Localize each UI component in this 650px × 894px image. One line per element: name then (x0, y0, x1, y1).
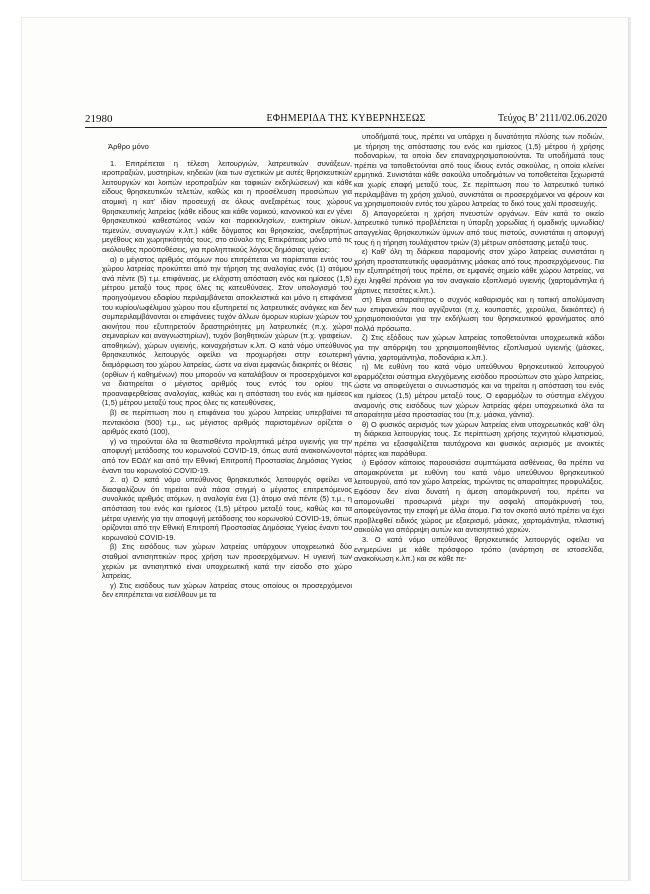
paragraph: υποδήματά τους, πρέπει να υπάρχει η δυνατότητα πλύσης των ποδιών, με τήρηση της απόστασης του ενός και ημίσεος (1,5) μέτρου ή χρήσης ποδοναρίων, τα οποία δεν επαναχρησιμοποιούνται. Τα υποδήματά τους πρέπει να τοποθετούνται από τους ίδιους εντός σακούλας, η οποία κλείνει ερμητικά. Συνιστάται κάθε σακούλα υποδημάτων να τοποθετείται ξεχωριστά και χωρίς επαφή μεταξύ τους. Σε περίπτωση που το λατρευτικό τυπικό περιλαμβάνει τη χρήση χαλιού, συνιστάται οι προσερχόμενοι να φέρουν και να χρησιμοποιούν εντός του χώρου λατρείας το δικό τους χαλί προσευχής. (354, 132, 604, 209)
paragraph: στ) Είναι απαραίτητος ο συχνός καθαρισμός και η τοπική απολύμανση των επιφανειών που αγγίζονται (π.χ. κουπαστές, χερούλια, διακόπτες) ή χρησιμοποιούνται για την εκδήλωση του θρησκευτικού φρονήματος από πολλά πρόσωπα. (354, 295, 604, 333)
paragraph: β) Στις εισόδους των χώρων λατρείας υπάρχουν υποχρεωτικά δύο σταθμοί αντισηπτικών προς χρήση των προσερχόμενων. Η υγιεινή των χεριών με αντισηπτικό είναι υποχρεωτική κατά την είσοδο στο χώρο λατρείας. (102, 542, 352, 581)
paragraph: 3. Ο κατά νόμο υπεύθυνος θρησκευτικός λειτουργός οφείλει να ενημερώνει με κάθε πρόσφορο τρόπο (ανάρτηση σε ιστοσελίδα, ανακοίνωση κ.λπ.) και σε κάθε πε- (354, 534, 604, 564)
paragraph: ε) Καθ’ όλη τη διάρκεια παραμονής στον χώρο λατρείας συνιστάται η χρήση προστατευτικής υφασμάτινης μάσκας από τους προσερχόμενους. Για την εξυπηρέτησή τους πρέπει, σε εμφανές σημείο κάθε χώρου λατρείας, να έχει ληφθεί πρόνοια για τον αναγκαίο εξοπλισμό υγιεινής (χαρτομάντηλα ή χάρτινες πετσέτες κ.λπ.). (354, 247, 604, 295)
paragraph: ζ) Στις εξόδους των χώρων λατρείας τοποθετούνται υποχρεωτικά κάδοι για την απόρριψη του χρησιμοποιηθέντος εξοπλισμού υγιεινής (μάσκες, γάντια, χαρτομάντηλα, ποδονάρια κ.λπ.). (354, 333, 604, 362)
right-column (354, 132, 604, 852)
paragraph: 2. α) Ο κατά νόμο υπεύθυνος θρησκευτικός λειτουργός οφείλει να διασφαλίζουν ότι τηρείται ανά πάσα στιγμή ο μέγιστος επιτρεπόμενος συνολικός αριθμός ατόμων, η αναλογία ένα (1) άτομο ανά πέντε (5) τ.μ., η απόσταση του ενός και ημίσεος (1,5) μέτρου μεταξύ τους, καθώς και τα μέτρα υγιεινής για την αποφυγή μετάδοσης του κορωνοϊού COVID-19, όπως ορίζονται από την Εθνική Επιτροπή Προστασίας Δημόσιας Υγείας έναντι του κορωνοϊού COVID-19. (102, 475, 352, 542)
paragraph: δ) Απαγορεύεται η χρήση πνευστών οργάνων. Εάν κατά το οικείο λατρευτικό τυπικό προβλέπεται η ύπαρξη χορωδίας ή ομαδικής υμνωδίας/απαγγελίας θρησκευτικών ύμνων από τους πιστούς, συνιστάται η αποφυγή τους ή η τήρηση τουλάχιστον τριών (3) μέτρων απόστασης μεταξύ τους. (354, 208, 604, 247)
page-header (85, 113, 607, 127)
article-heading: Άρθρο μόνο (108, 142, 149, 151)
paragraph: 1. Επιτρέπεται η τέλεση λειτουργιών, λατρευτικών συνάξεων, ιεροπραξιών, μυστηρίων, κηδειών (και των σχετικών με αυτές θρησκευτικών λειτουργιών και λοιπών ιεροπραξιών και ταφικών εκδηλώσεων) και κάθε είδους θρησκευτικών τελετών, καθώς και η προσέλευση προσώπων για ατομική η κατ’ ιδίαν προσευχή σε όλους ανεξαιρέτως τους χώρους θρησκευτικής λατρείας (κάθε είδους και κάθε νομικού, κανονικού και εν γένει θρησκευτικού καθεστώτος ναών και παρεκκλησίων, ευκτηρίων οίκων, τεμενών, συναγωγών κ.λπ.) κάθε δόγματος και θρησκείας, ανεξαρτήτως μεγέθους και χωρητικότητάς τους, στο σύνολο της Επικράτειας μόνο υπό τις ακόλουθες προϋποθέσεις, για προληπτικούς λόγους δημόσιας υγείας: (102, 158, 352, 254)
paragraph: β) σε περίπτωση που η επιφάνεια του χώρου λατρείας υπερβαίνει τα πεντακόσια (500) τ.μ., ως μέγιστος αριθμός παρισταμένων ορίζεται ο αριθμός εκατό (100), (102, 408, 352, 437)
paragraph: η) Με ευθύνη του κατά νόμο υπεύθυνου θρησκευτικού λειτουργού εφαρμόζεται σύστημα ελεγχόμενης εισόδου προσώπων στο χώρο λατρείας, ώστε να αποφεύγεται ο συνωστισμός και να τηρείται η απόσταση του ενός και ημίσεος (1,5) μέτρου μεταξύ τους. Ο εφαρμόζων το σύστημα ελέγχου αναμονής στις εισόδους των χώρων λατρείας φέρει υποχρεωτικά όλα τα απαραίτητα μέσα προστασίας του (π.χ. μάσκα, γάντια). (354, 362, 604, 420)
header-rule (85, 127, 607, 128)
left-column (102, 132, 352, 852)
paragraph: θ) Ο φυσικός αερισμός των χώρων λατρείας είναι υποχρεωτικός καθ’ όλη τη διάρκεια λειτουργίας τους. Σε περίπτωση χρήσης τεχνητού κλιματισμού, πρέπει να εξασφαλίζεται ταυτόχρονα και φυσικός αερισμός με ανοικτές πόρτες και παράθυρα. (354, 419, 604, 458)
page-number: 21980 (85, 113, 113, 125)
gazette-page (22, 18, 630, 880)
paragraph: ι) Εφόσον κάποιος παρουσιάσει συμπτώματα ασθένειας, θα πρέπει να απομακρύνεται με ευθύνη του κατά νόμο υπεύθυνου θρησκευτικού λειτουργού, από τον χώρο λατρείας, τηρώντας τις απαραίτητες προφυλάξεις. Εφόσον δεν είναι δυνατή η άμεση απομάκρυνσή του, πρέπει να απομονωθεί προσωρινά μέχρι την ασφαλή απομάκρυνσή του, αποφεύγοντας την επαφή με άλλα άτομα. Για τον σκοπό αυτό πρέπει να έχει προβλεφθεί ειδικός χώρος με εξαερισμό, μάσκες, χαρτομάντηλα, πλαστική σακούλα για απόρριψη αυτών και αντισηπτικό χεριών. (354, 458, 604, 535)
issue-reference: Τεύχος Β’ 2111/02.06.2020 (497, 113, 607, 124)
paragraph: γ) Στις εισόδους των χώρων λατρείας στους οποίους οι προσερχόμενοι δεν επιτρέπεται να εισέλθουν με τα (102, 580, 352, 600)
paragraph: α) ο μέγιστος αριθμός ατόμων που επιτρέπεται να παρίσταται εντός του χώρου λατρείας προκύπτει από την τήρηση της αναλογίας ενός (1) ατόμου ανά πέντε (5) τ.μ. επιφάνειας, με ελάχιστη απόσταση ενός και ημίσεος (1,5) μέτρου μεταξύ τους προς όλες τις κατευθύνσεις. Στον υπολογισμό του προηγούμενου εδαφίου περιλαμβάνεται αποκλειστικά και μόνο η επιφάνεια του κυρίου/ωφέλιμου χώρου που εξυπηρετεί τις λατρευτικές ανάγκες και δεν συμπεριλαμβάνονται οι επιφάνειες τυχόν άλλων όμορων κυρίων χώρων του ακινήτου που εξυπηρετούν δραστηριότητες μη λατρευτικές (π.χ. χώροι σεμιναρίων και αναγνωστηρίων), τυχόν βοηθητικών χώρων (π.χ. γραφείων, αποθηκών), χώρων υγιεινής, κοινοχρήστων κ.λπ. Ο κατά νόμο υπεύθυνος θρησκευτικός λειτουργός οφείλει να προχωρήσει στην εσωτερική διαμόρφωση του χώρου λατρείας, ώστε να είναι εμφανώς διακριτές οι θέσεις (ορθίων ή καθημένων) που μπορούν να καταλάβουν οι προσερχόμενοι και να διατηρείται ο μέγιστος αριθμός τους εντός του ορίου της προαναφερθείσας αναλογίας, καθώς και η απόσταση του ενός και ημίσεος (1,5) μέτρου μεταξύ τους προς όλες τις κατευθύνσεις, (102, 254, 352, 408)
paragraph: γ) να τηρούνται όλα τα θεσπισθέντα προληπτικά μέτρα υγιεινής για την αποφυγή μετάδοσης του κορωνοϊού COVID-19, όπως αυτά ανακοινώνονται από τον ΕΟΔΥ και από την Εθνική Επιτροπή Προστασίας Δημόσιας Υγείας έναντι του κορωνοϊού COVID-19. (102, 436, 352, 475)
gazette-title: ΕΦΗΜΕΡΙΔΑ ΤΗΣ ΚΥΒΕΡΝΗΣΕΩΣ (266, 113, 426, 124)
